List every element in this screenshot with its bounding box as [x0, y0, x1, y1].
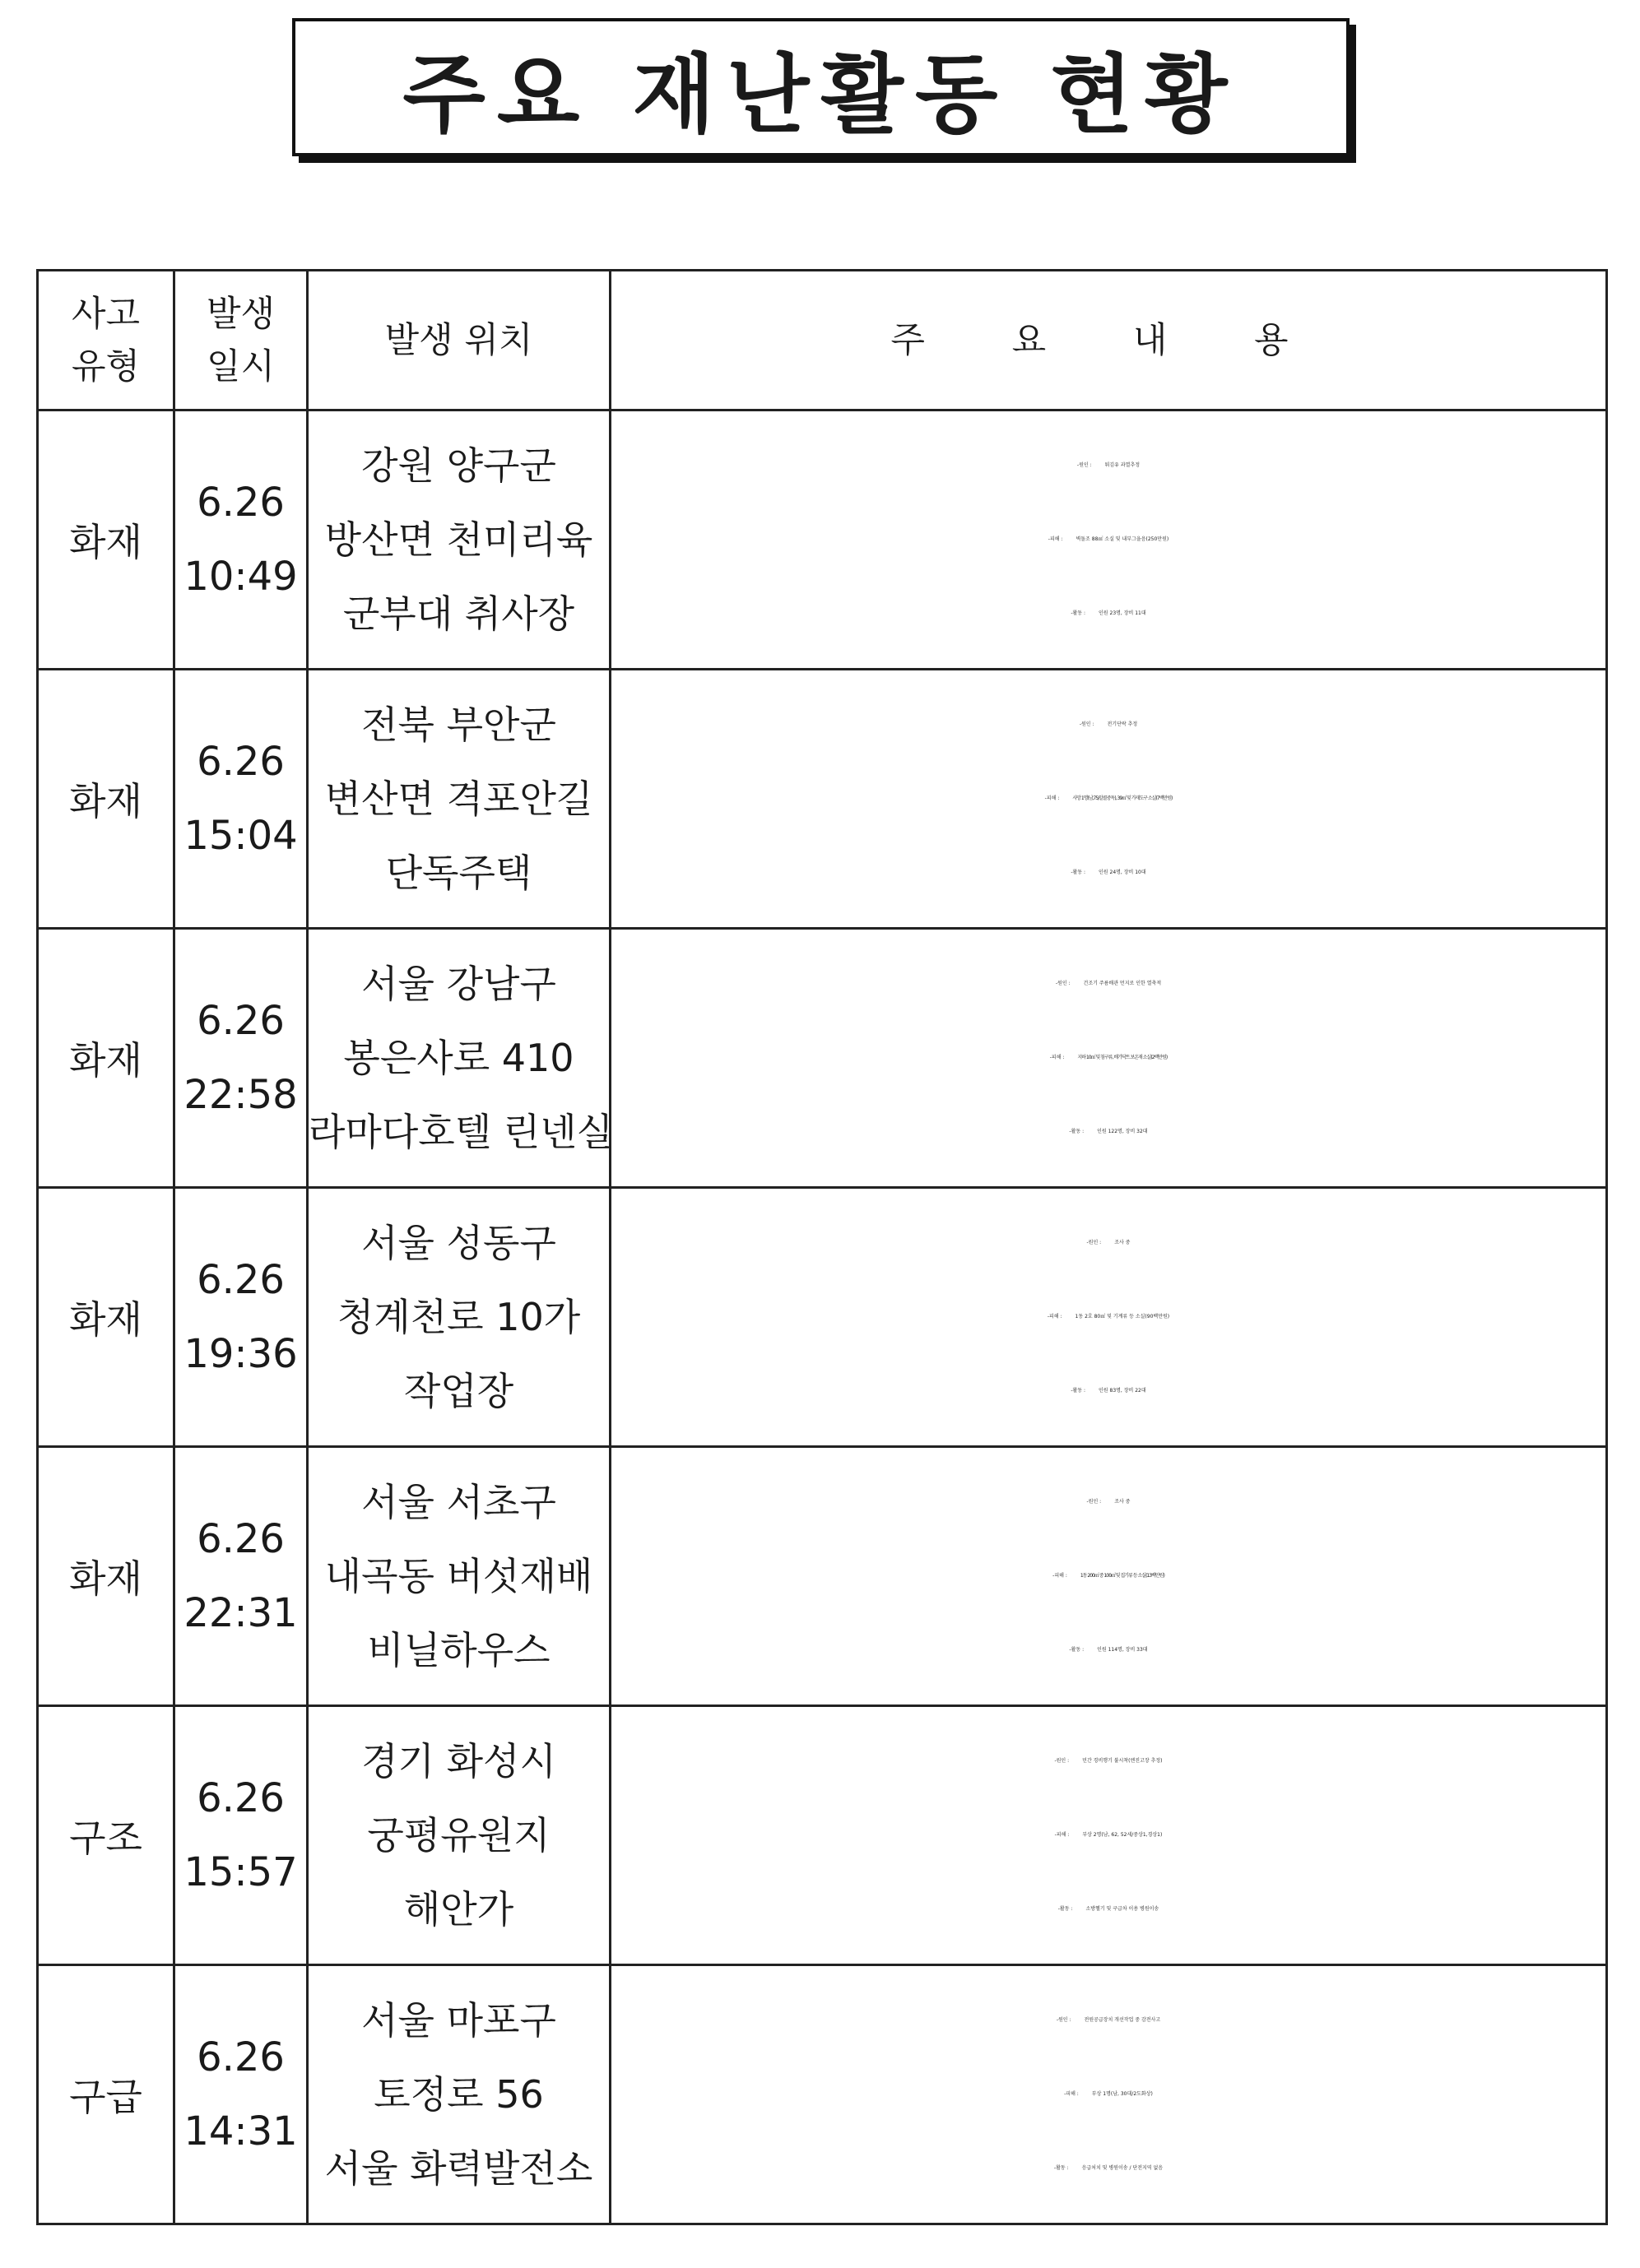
date-time: 22:58 — [184, 1072, 298, 1118]
date-day: 6.26 — [197, 1257, 285, 1303]
cause-line — [611, 1724, 1605, 1798]
location-line: 전북 부안군 — [361, 703, 556, 747]
header-type-line2: 유형 — [71, 346, 141, 387]
location-line: 서울 성동구 — [361, 1221, 556, 1265]
cause-label: -원인 : — [1079, 721, 1094, 727]
table-row — [38, 929, 1607, 1188]
cause-text: 전원공급장치 개선작업 중 감전사고 — [1084, 2017, 1161, 2023]
header-location — [308, 271, 611, 410]
cell-accident-type — [38, 929, 174, 1188]
location-line: 내곡동 버섯재배 — [324, 1554, 593, 1598]
damage-label: -피해 : — [1052, 1573, 1067, 1579]
activity-text: 인원 122명, 장비 32대 — [1097, 1129, 1148, 1134]
damage-line — [611, 503, 1605, 577]
cell-accident-type — [38, 410, 174, 670]
damage-text: 사망 1명(남,75/알콜중독), 39㎡ 및 가재도구 소실(7백만원) — [1072, 795, 1173, 801]
activity-label: -활동 : — [1071, 1388, 1085, 1394]
damage-line — [611, 762, 1605, 836]
date-day: 6.26 — [197, 739, 285, 785]
table-row — [38, 1188, 1607, 1447]
cell-occurrence-date — [174, 1447, 308, 1706]
damage-line — [611, 2057, 1605, 2131]
cell-main-content — [611, 1706, 1607, 1965]
cause-line — [611, 1465, 1605, 1539]
title-box — [292, 18, 1350, 156]
activity-line — [611, 2131, 1605, 2205]
location-line: 작업장 — [403, 1369, 514, 1413]
disaster-activity-table — [36, 269, 1608, 2225]
cell-main-content — [611, 670, 1607, 929]
cause-text: 전기단락 추정 — [1107, 721, 1138, 727]
header-location-label: 발생 위치 — [384, 319, 533, 361]
damage-label: -피해 : — [1047, 1314, 1062, 1320]
cause-label: -원인 : — [1056, 2017, 1071, 2023]
location-line: 청계천로 10가 — [337, 1295, 581, 1339]
table-row — [38, 410, 1607, 670]
cause-line — [611, 1206, 1605, 1280]
activity-text: 인원 114명, 장비 33대 — [1097, 1647, 1148, 1653]
cause-text: 조사 중 — [1114, 1499, 1131, 1505]
damage-label: -피해 : — [1064, 2091, 1079, 2097]
date-day: 6.26 — [197, 998, 285, 1044]
cell-location — [308, 1447, 611, 1706]
damage-line — [611, 1021, 1605, 1095]
location-line: 토정로 56 — [374, 2072, 544, 2117]
date-day: 6.26 — [197, 2034, 285, 2080]
damage-label: -피해 : — [1049, 1055, 1065, 1060]
cell-occurrence-date — [174, 929, 308, 1188]
activity-label: -활동 : — [1069, 1129, 1085, 1134]
cell-occurrence-date — [174, 1188, 308, 1447]
date-day: 6.26 — [197, 480, 285, 526]
date-time: 15:04 — [184, 813, 298, 859]
date-time: 22:31 — [184, 1590, 298, 1636]
cause-line — [611, 429, 1605, 503]
cause-line — [611, 688, 1605, 762]
accident-type: 화재 — [69, 520, 142, 564]
damage-text: 1동 200㎡ 중 100㎡ 및 집기류 등 소실(13백만원) — [1080, 1573, 1164, 1579]
date-day: 6.26 — [197, 1775, 285, 1821]
location-line: 경기 화성시 — [361, 1739, 556, 1783]
date-time: 10:49 — [184, 554, 298, 600]
accident-type: 화재 — [69, 779, 142, 823]
activity-line — [611, 1354, 1605, 1428]
accident-type: 구조 — [69, 1816, 142, 1860]
activity-label: -활동 : — [1053, 2165, 1069, 2171]
cell-accident-type — [38, 670, 174, 929]
accident-type: 화재 — [69, 1038, 142, 1083]
accident-type: 화재 — [69, 1297, 142, 1342]
header-date-line1: 발생 — [206, 293, 276, 335]
location-line: 봉은사로 410 — [343, 1036, 574, 1080]
cell-occurrence-date — [174, 1706, 308, 1965]
cause-line — [611, 947, 1605, 1021]
activity-line — [611, 1095, 1605, 1169]
header-main-content — [611, 271, 1607, 410]
cell-main-content — [611, 1965, 1607, 2224]
location-line: 단독주택 — [385, 851, 532, 895]
cell-location — [308, 1706, 611, 1965]
cause-text: 건조기 주름배관 먼지로 인한 열축적 — [1083, 981, 1162, 986]
activity-text: 인원 83명, 장비 22대 — [1099, 1388, 1146, 1394]
location-line: 비닐하우스 — [367, 1628, 551, 1672]
cell-main-content — [611, 410, 1607, 670]
activity-line — [611, 1872, 1605, 1946]
table-header-row — [38, 271, 1607, 410]
cause-line — [611, 1983, 1605, 2057]
cause-text: 민간 경비행기 불시착(엔진고장 추정) — [1082, 1758, 1163, 1764]
accident-type: 구급 — [69, 2075, 142, 2119]
activity-line — [611, 577, 1605, 651]
accident-type: 화재 — [69, 1556, 142, 1601]
activity-label: -활동 : — [1069, 1647, 1085, 1653]
cause-text: 조사 중 — [1114, 1240, 1131, 1245]
header-occurrence-date — [174, 271, 308, 410]
cell-accident-type — [38, 1447, 174, 1706]
damage-line — [611, 1798, 1605, 1872]
table-row — [38, 1447, 1607, 1706]
cell-location — [308, 670, 611, 929]
activity-label: -활동 : — [1057, 1906, 1073, 1912]
activity-text: 인원 24명, 장비 10대 — [1099, 870, 1146, 875]
cell-accident-type — [38, 1965, 174, 2224]
damage-line — [611, 1280, 1605, 1354]
cause-label: -원인 : — [1054, 1758, 1070, 1764]
activity-text: 응급처치 및 병원이송 / 단전지역 없음 — [1081, 2165, 1164, 2171]
damage-line — [611, 1539, 1605, 1613]
page-title: 주요 재난활동 현황 — [402, 44, 1239, 145]
damage-label: -피해 : — [1048, 536, 1063, 542]
table-row — [38, 670, 1607, 929]
activity-text: 소방헬기 및 구급차 이용 병원이송 — [1085, 1906, 1159, 1912]
location-line: 해안가 — [403, 1887, 514, 1932]
location-line: 강원 양구군 — [361, 443, 556, 488]
cell-main-content — [611, 929, 1607, 1188]
header-type-line1: 사고 — [71, 293, 141, 335]
table-row — [38, 1965, 1607, 2224]
date-day: 6.26 — [197, 1516, 285, 1562]
date-time: 19:36 — [184, 1331, 298, 1377]
activity-text: 인원 23명, 장비 11대 — [1099, 610, 1146, 616]
damage-text: 부상 2명(남, 62, 52세/중상1,경상1) — [1082, 1832, 1163, 1838]
cell-occurrence-date — [174, 670, 308, 929]
header-content-label: 주 요 내 용 — [890, 319, 1326, 361]
cell-accident-type — [38, 1188, 174, 1447]
cell-occurrence-date — [174, 1965, 308, 2224]
header-date-line2: 일시 — [206, 346, 276, 387]
activity-line — [611, 836, 1605, 910]
cell-main-content — [611, 1188, 1607, 1447]
location-line: 서울 서초구 — [361, 1480, 556, 1524]
cell-accident-type — [38, 1706, 174, 1965]
cell-location — [308, 1965, 611, 2224]
location-line: 서울 마포구 — [361, 1998, 556, 2043]
damage-text: 1동 2호 80㎡ 및 기계류 등 소실(90백만원) — [1075, 1314, 1170, 1320]
activity-label: -활동 : — [1071, 610, 1085, 616]
cell-location — [308, 410, 611, 670]
location-line: 방산면 천미리육 — [324, 517, 593, 562]
header-accident-type — [38, 271, 174, 410]
location-line: 궁평유원지 — [367, 1813, 551, 1858]
cause-label: -원인 : — [1076, 462, 1092, 468]
damage-text: 지하 10㎡ 및 침구류, 배기닥트 보온재 소실(2백만원) — [1077, 1055, 1168, 1060]
date-time: 15:57 — [184, 1849, 298, 1895]
cause-text: 튀김유 과열추정 — [1104, 462, 1141, 468]
location-line: 군부대 취사장 — [342, 591, 575, 636]
damage-label: -피해 : — [1054, 1832, 1070, 1838]
cell-main-content — [611, 1447, 1607, 1706]
cause-label: -원인 : — [1086, 1499, 1102, 1505]
date-time: 14:31 — [184, 2108, 298, 2154]
location-line: 서울 강남구 — [361, 962, 556, 1006]
damage-text: 부상 1명(남, 30대/2도화상) — [1091, 2091, 1153, 2097]
location-line: 변산면 격포안길 — [324, 777, 593, 821]
activity-label: -활동 : — [1071, 870, 1085, 875]
cause-label: -원인 : — [1055, 981, 1071, 986]
damage-text: 벽돌조 88㎡ 소실 및 내부그을음(250만원) — [1076, 536, 1169, 542]
cell-location — [308, 1188, 611, 1447]
location-line: 라마다호텔 린넨실 — [309, 1110, 614, 1154]
activity-line — [611, 1613, 1605, 1687]
damage-label: -피해 : — [1044, 795, 1060, 801]
location-line: 서울 화력발전소 — [324, 2146, 593, 2191]
cell-location — [308, 929, 614, 1188]
cause-label: -원인 : — [1086, 1240, 1102, 1245]
table-row — [38, 1706, 1607, 1965]
cell-occurrence-date — [174, 410, 308, 670]
